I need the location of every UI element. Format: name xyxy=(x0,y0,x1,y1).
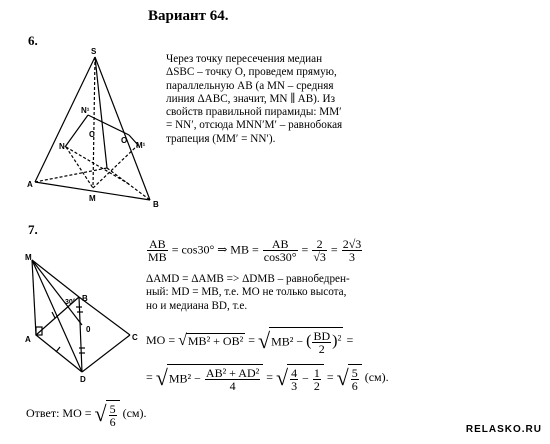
solution-line: = NN′, отсюда MNN′M′ – равнобокая xyxy=(166,119,343,132)
label-S: S xyxy=(91,47,97,56)
label-angle: 30° xyxy=(65,299,76,306)
label-N: N xyxy=(59,142,65,151)
label-N1: N¹ xyxy=(81,106,90,115)
equation-3: = √MB² − $\frac{\text{AB² + AD²}}{4}$ = √ $\frac{4}{3}$ − $\frac{1}{2}$ = √ $\frac{5}{6}$ (см). xyxy=(146,365,389,393)
solution-line: ΔSBC – точку O, проведем прямую, xyxy=(166,66,337,79)
label-A: A xyxy=(25,335,31,344)
problem-6-number: 6. xyxy=(28,33,38,48)
label-A: A xyxy=(27,180,33,189)
pyramid-figure xyxy=(25,45,165,210)
label-D: D xyxy=(80,375,86,384)
label-B: B xyxy=(153,200,159,209)
label-M1: M¹ xyxy=(136,141,146,150)
text-line: ный: MD = MB, т.е. MO не только высота, xyxy=(146,286,347,299)
label-O: 0 xyxy=(86,325,91,334)
answer: Ответ: MO = √ $\frac{5}{6}$ (см). xyxy=(26,401,147,429)
equation-1: $\frac{AB}{MB}$ = cos30° ⇒ MB = $\frac{AB}{\cos 30^\circ}$ = $\frac{2}{√3}$ = $\frac{2√3}{3}$ xyxy=(148,237,362,264)
equation-2: MO = √MB² + OB² = √MB² − ( $\frac{BD}{2}$ )$^2$ = xyxy=(146,328,354,356)
page-title: Вариант 64. xyxy=(148,8,229,24)
label-M: M xyxy=(25,253,32,262)
watermark: RELASKO.RU xyxy=(465,424,542,435)
solution-line: линия ΔABC, значит, MN ∥ AB). Из xyxy=(166,92,335,105)
solution-line: параллельную AB (а MN – средняя xyxy=(166,79,334,92)
label-B: B xyxy=(82,294,88,303)
problem-6-solution xyxy=(166,53,376,146)
label-O: O xyxy=(121,136,128,145)
solution-line: Через точку пересечения медиан xyxy=(166,53,323,65)
label-M: M xyxy=(89,194,96,203)
solution-line: свойств правильной пирамиды: MM′ xyxy=(166,106,342,119)
problem-7-number: 7. xyxy=(28,222,38,237)
text-line: но и медиана BD, т.е. xyxy=(146,299,248,312)
solution-line: трапеция (MM′ = NN′). xyxy=(166,132,276,145)
label-C: C xyxy=(132,333,138,342)
label-C: C xyxy=(89,130,95,139)
prism-figure xyxy=(22,250,147,385)
text-line: ΔAMD = ΔAMB => ΔDMB – равнобедрен- xyxy=(146,273,350,285)
problem-7-text xyxy=(146,273,350,313)
